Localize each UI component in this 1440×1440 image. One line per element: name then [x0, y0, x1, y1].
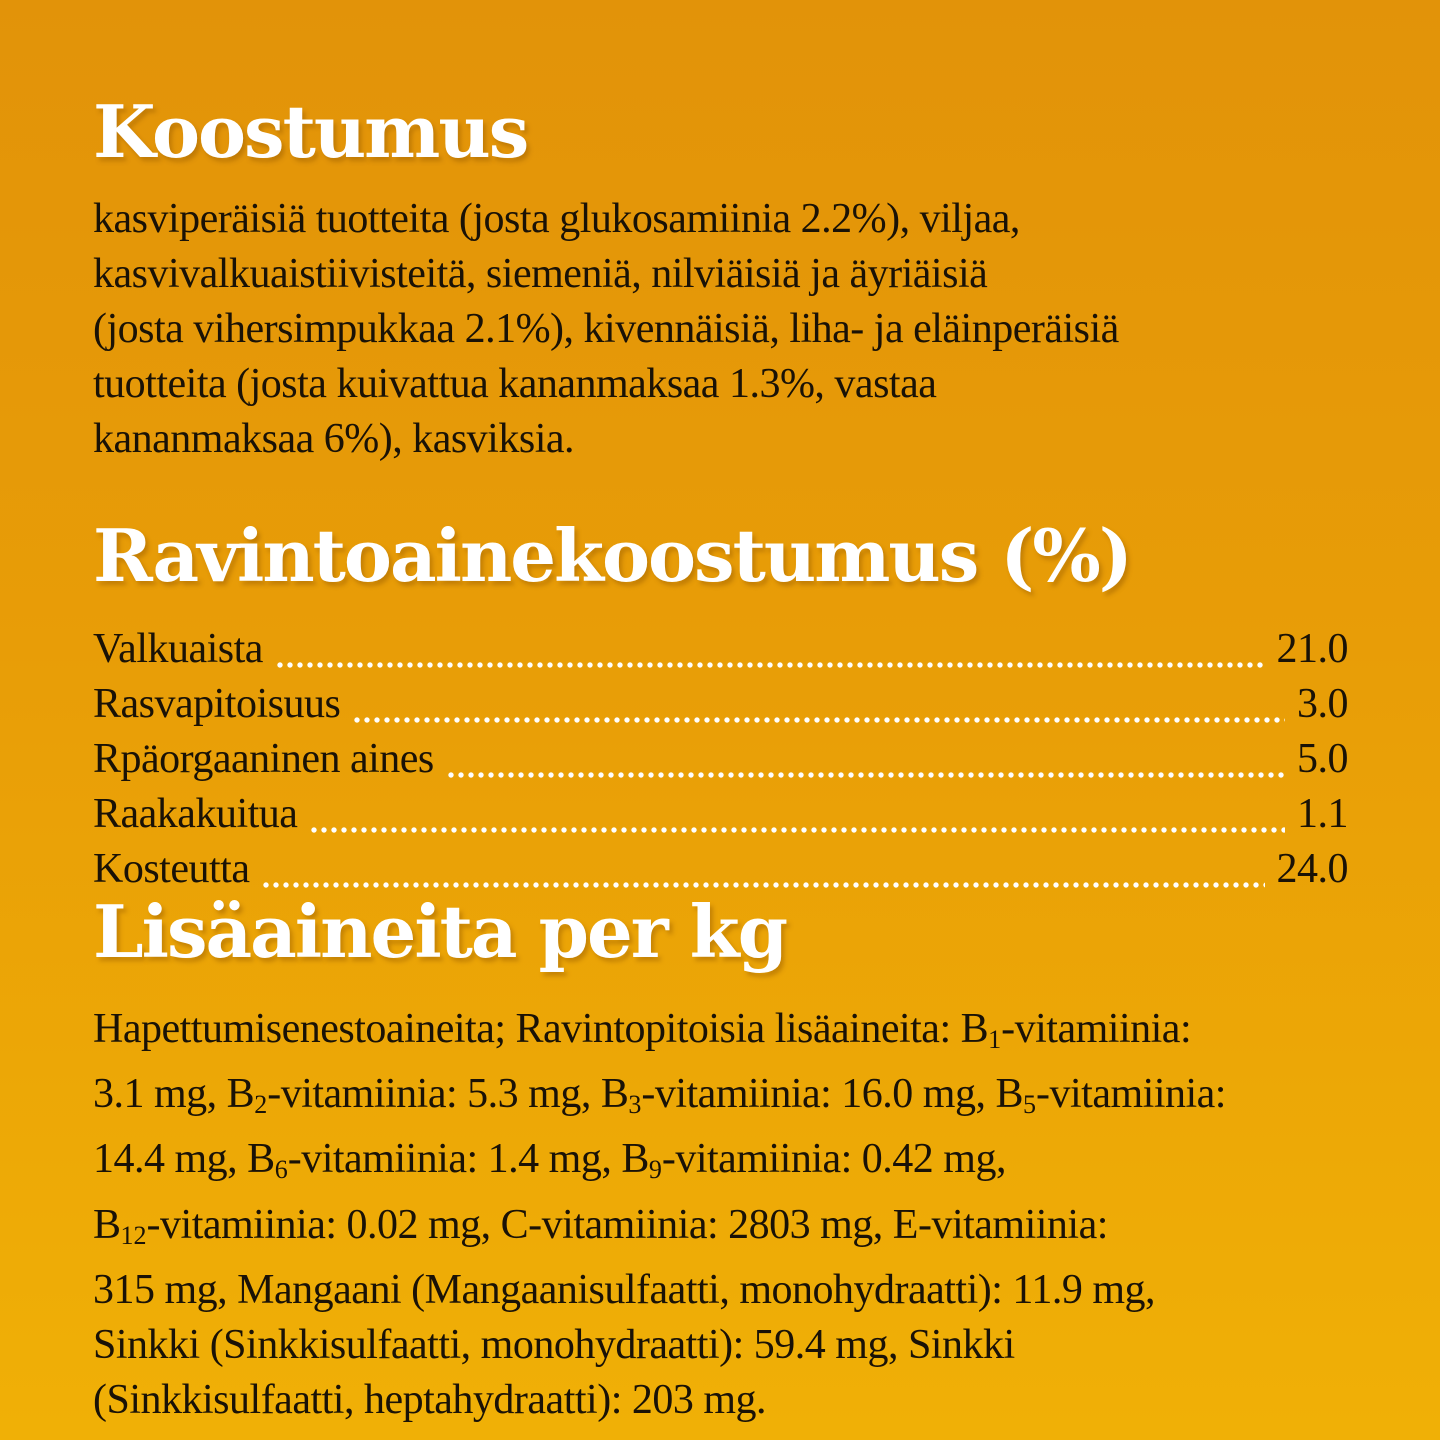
nutrient-value: 1.1 — [1297, 791, 1348, 837]
text-line: kasviperäisiä tuotteita (josta glukosamiinia 2.2%), viljaa, — [93, 196, 1020, 242]
analytical-constituents-table — [93, 622, 1348, 897]
nutrient-row — [93, 622, 1348, 677]
dotted-leader — [277, 662, 1265, 668]
text-line: $B_{12}$-vitamiinia: 0.02 mg, C-vitamiinia: 2803 mg, E-vitamiinia: — [93, 1201, 1108, 1250]
composition-ingredients-text — [93, 192, 1393, 467]
additives-text — [93, 1002, 1423, 1428]
text-line: (Sinkkisulfaatti, heptahydraatti): 203 mg. — [93, 1376, 767, 1423]
nutrient-label: Rasvapitoisuus — [93, 681, 341, 727]
text-line: 3.1 mg, $B_2$-vitamiinia: 5.3 mg, $B_3$-vitamiinia: 16.0 mg, $B_5$-vitamiinia: — [93, 1071, 1226, 1120]
text-line: tuotteita (josta kuivattua kananmaksaa 1.3%, vastaa — [93, 361, 937, 407]
text-line: kasvivalkuaistiivisteitä, siemeniä, nilviäisiä ja äyriäisiä — [93, 251, 988, 297]
text-line: (josta vihersimpukkaa 2.1%), kivennäisiä, liha- ja eläinperäisiä — [93, 306, 1119, 352]
analytical-constituents-title: Ravintoainekoostumus (%) — [93, 513, 1131, 598]
nutrient-label: Kosteutta — [93, 846, 250, 892]
subscript: 1 — [988, 1025, 1002, 1055]
subscript: 12 — [120, 1220, 147, 1250]
additives-section-title: Lisäaineita per kg — [93, 889, 787, 974]
nutrient-value: 5.0 — [1297, 736, 1348, 782]
subscript: 6 — [274, 1155, 288, 1185]
nutrient-value: 24.0 — [1276, 846, 1348, 892]
nutrient-value: 3.0 — [1297, 681, 1348, 727]
dotted-leader — [263, 882, 1264, 888]
nutrient-row — [93, 787, 1348, 842]
subscript: 3 — [628, 1090, 642, 1120]
dotted-leader — [448, 772, 1285, 778]
text-line: 315 mg, Mangaani (Mangaanisulfaatti, monohydraatti): 11.9 mg, — [93, 1266, 1156, 1313]
dotted-leader — [311, 827, 1285, 833]
nutrient-value: 21.0 — [1276, 626, 1348, 672]
subscript: 5 — [1023, 1090, 1037, 1120]
nutrient-label: Valkuaista — [93, 626, 263, 672]
text-line: Hapettumisenestoaineita; Ravintopitoisia lisäaineita: $B_1$-vitamiinia: — [93, 1006, 1192, 1055]
nutrient-row — [93, 732, 1348, 787]
nutrient-row — [93, 677, 1348, 732]
subscript: 9 — [648, 1155, 662, 1185]
text-line: Sinkki (Sinkkisulfaatti, monohydraatti): 59.4 mg, Sinkki — [93, 1321, 1015, 1368]
text-line: 14.4 mg, $B_6$-vitamiinia: 1.4 mg, $B_9$-vitamiinia: 0.42 mg, — [93, 1136, 1006, 1185]
nutrient-label: Raakakuitua — [93, 791, 298, 837]
dotted-leader — [354, 717, 1285, 723]
text-line: kananmaksaa 6%), kasviksia. — [93, 416, 575, 462]
subscript: 2 — [254, 1090, 268, 1120]
composition-section-title: Koostumus — [93, 89, 528, 174]
nutrient-label: Rpäorgaaninen aines — [93, 736, 434, 782]
